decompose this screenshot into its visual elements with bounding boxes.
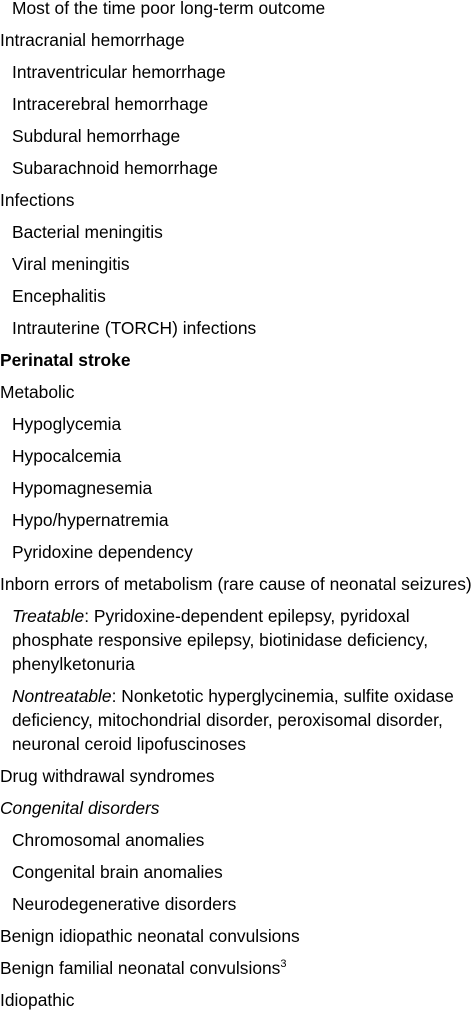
list-item: Viral meningitis: [12, 254, 130, 274]
category-heading: Intracranial hemorrhage: [0, 30, 185, 50]
list-item: Pyridoxine dependency: [12, 542, 193, 562]
treatable-text: : Pyridoxine-dependent epilepsy, pyridoxal phosphate responsive epilepsy, biotinidase deficiency, phenylketonuria: [12, 606, 429, 674]
category-heading-bold: Perinatal stroke: [0, 350, 131, 370]
nontreatable-text: : Nonketotic hyperglycinemia, sulfite oxidase deficiency, mitochondrial disorder, peroxisomal disorder, neuronal ceroid lipofuscinoses: [12, 686, 454, 754]
category-heading: Drug withdrawal syndromes: [0, 766, 215, 786]
category-heading: Idiopathic: [0, 990, 75, 1010]
list-item: Subdural hemorrhage: [12, 126, 181, 146]
list-item: Chromosomal anomalies: [12, 830, 205, 850]
list-item: Encephalitis: [12, 286, 106, 306]
list-item: Hypo/hypernatremia: [12, 510, 169, 530]
category-heading: Inborn errors of metabolism (rare cause of neonatal seizures): [0, 574, 472, 594]
list-item: Subarachnoid hemorrhage: [12, 158, 218, 178]
list-item: Intracerebral hemorrhage: [12, 94, 209, 114]
list-item: [0, 684, 474, 756]
category-heading: Benign idiopathic neonatal convulsions: [0, 926, 300, 946]
list-item: Hypomagnesemia: [12, 478, 153, 498]
list-item: Bacterial meningitis: [12, 222, 163, 242]
treatable-label: Treatable: [12, 606, 85, 626]
nontreatable-label: Nontreatable: [12, 686, 112, 706]
list-item: Hypocalcemia: [12, 446, 122, 466]
benign-familial-text: Benign familial neonatal convulsions: [0, 958, 281, 978]
category-heading: [0, 956, 474, 980]
category-heading: Infections: [0, 190, 75, 210]
list-item: Hypoglycemia: [12, 414, 122, 434]
category-heading: Metabolic: [0, 382, 75, 402]
list-item: Intraventricular hemorrhage: [12, 62, 226, 82]
footnote-marker: 3: [280, 958, 287, 970]
list-item: Intrauterine (TORCH) infections: [12, 318, 257, 338]
list-item: [0, 604, 474, 676]
list-item: Neurodegenerative disorders: [12, 894, 237, 914]
list-item: Most of the time poor long-term outcome: [12, 0, 326, 18]
list-item: Congenital brain anomalies: [12, 862, 223, 882]
category-heading-italic: Congenital disorders: [0, 798, 160, 818]
